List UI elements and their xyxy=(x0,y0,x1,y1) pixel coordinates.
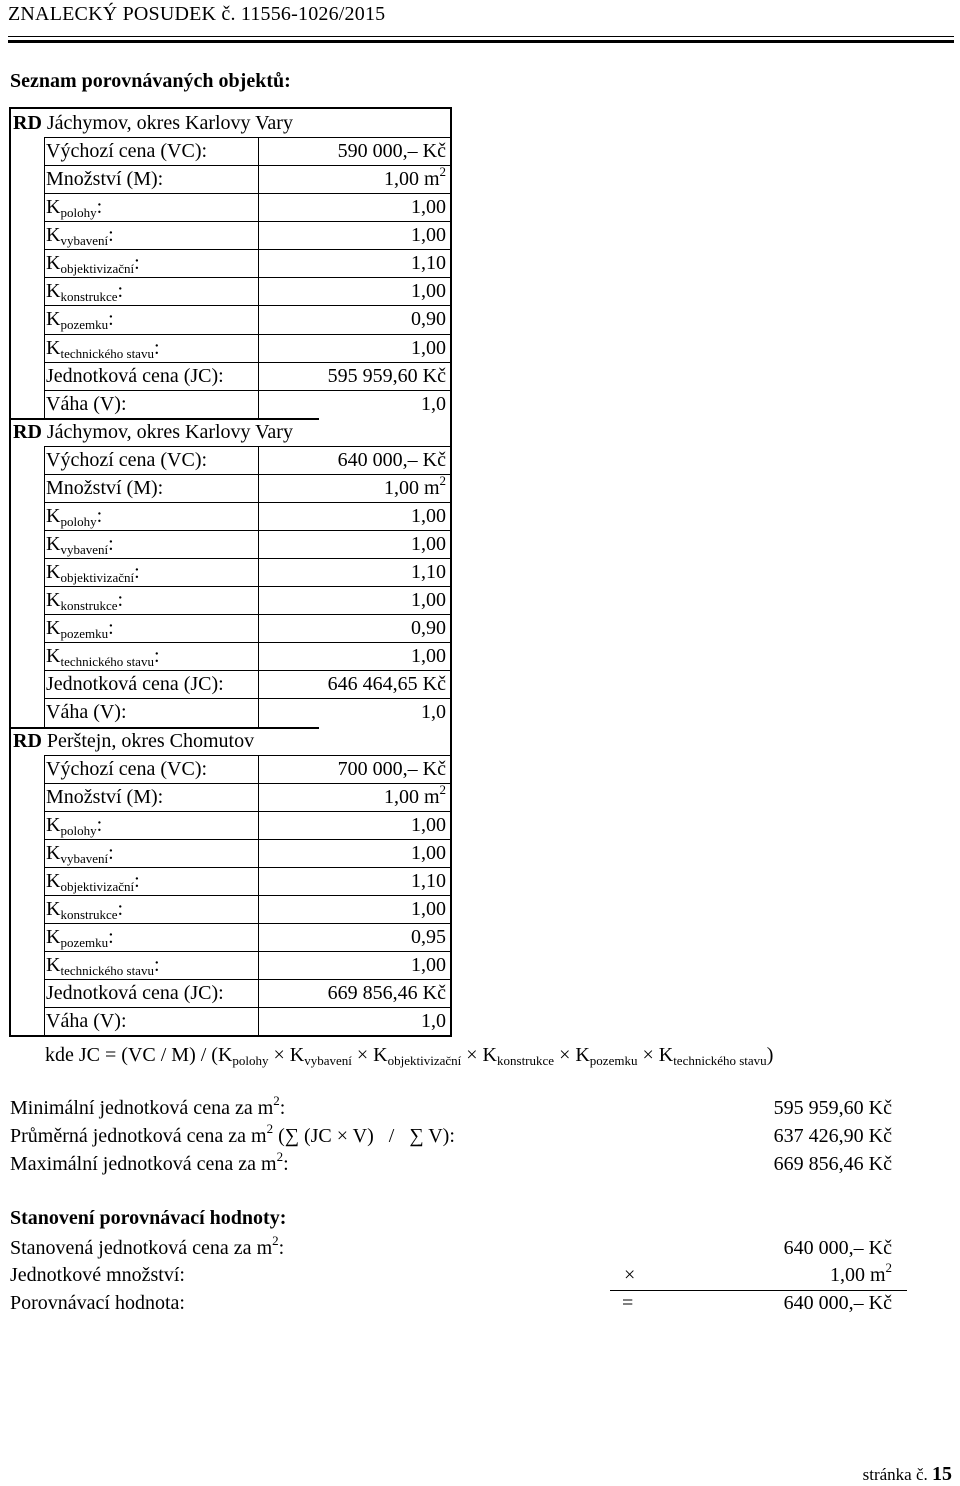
row-label: Jednotková cena (JC): xyxy=(46,673,224,696)
row-value: 1,0 xyxy=(421,392,446,415)
unit-quantity-label: Jednotkové množství: xyxy=(10,1264,185,1286)
row-value: 0,90 xyxy=(411,617,446,640)
objects-table xyxy=(9,107,452,1037)
avg-price-value: 637 426,90 Kč xyxy=(773,1125,892,1147)
row-label: $K_{pozemku}$: xyxy=(46,617,114,642)
table-row xyxy=(11,586,450,614)
object-header xyxy=(11,727,452,755)
row-label: $K_{pozemku}$: xyxy=(46,308,114,333)
object-separator xyxy=(11,418,319,420)
table-row xyxy=(11,1007,450,1035)
table-row xyxy=(11,923,450,951)
table-row xyxy=(11,783,450,811)
table-row xyxy=(11,137,450,165)
row-label: $K_{konstrukce}$: xyxy=(46,589,124,614)
page-footer: stránka č. 15 xyxy=(862,1463,952,1485)
row-label: Množství (M): xyxy=(46,476,164,499)
row-value: 1,00 xyxy=(411,504,446,527)
row-value: 1,00 xyxy=(411,954,446,977)
table-row xyxy=(11,277,450,305)
row-label: $K_{polohy}$: xyxy=(46,196,103,221)
equals-operator: = xyxy=(622,1292,634,1314)
table-row xyxy=(11,811,450,839)
row-label: $K_{polohy}$: xyxy=(46,504,103,529)
row-value: 669 856,46 Kč xyxy=(327,982,446,1005)
row-label: $K_{objektivizační}$: xyxy=(46,252,140,277)
table-row xyxy=(11,305,450,333)
row-value: 1,00 xyxy=(411,280,446,303)
row-value: 1,10 xyxy=(411,869,446,892)
formula-text: kde JC = $(VC / M) / (K_{polohy} \times K_{vybavení} \times K_{objektivizační} \times K_{konstrukce} \times K_{pozemku} \times K_{technického stavu})$ xyxy=(45,1044,774,1068)
object-name: RD Perštejn, okres Chomutov xyxy=(13,729,255,752)
row-value: 1,00 xyxy=(411,336,446,359)
row-label: $K_{konstrukce}$: xyxy=(46,897,124,922)
row-value: 1,00 xyxy=(411,224,446,247)
document-header-title: ZNALECKÝ POSUDEK č. 11556-1026/2015 xyxy=(8,3,386,25)
max-price-label: Maximální jednotková cena za $m^2$: xyxy=(10,1149,289,1175)
list-title: Seznam porovnávaných objektů: xyxy=(10,70,291,92)
unit-price-value: 640 000,– Kč xyxy=(783,1237,892,1259)
row-label: $K_{vybavení}$: xyxy=(46,224,114,249)
table-row xyxy=(11,979,450,1007)
row-value: 1,10 xyxy=(411,252,446,275)
multiply-operator: × xyxy=(624,1264,636,1286)
row-value: 1,00 xyxy=(411,813,446,836)
table-row xyxy=(11,165,450,193)
row-label: Výchozí cena (VC): xyxy=(46,140,208,163)
table-row xyxy=(11,334,450,362)
row-value: 1,00 xyxy=(411,196,446,219)
row-label: $K_{konstrukce}$: xyxy=(46,280,124,305)
header-divider xyxy=(8,36,954,37)
table-row xyxy=(11,221,450,249)
object-header xyxy=(11,418,452,446)
table-row xyxy=(11,249,450,277)
row-label: $K_{technického stavu}$: xyxy=(46,645,160,670)
row-value: 646 464,65 Kč xyxy=(327,673,446,696)
row-label: Jednotková cena (JC): xyxy=(46,982,224,1005)
row-label: Váha (V): xyxy=(46,1010,127,1033)
avg-price-label: Průměrná jednotková cena za $m^2$ (∑ (JC × V) / ∑ V): xyxy=(10,1121,455,1147)
min-price-label: Minimální jednotková cena za $m^2$: xyxy=(10,1093,286,1119)
table-row xyxy=(11,867,450,895)
row-value: 1,00 xyxy=(411,841,446,864)
object-header xyxy=(11,109,452,137)
row-label: $K_{vybavení}$: xyxy=(46,533,114,558)
row-label: Množství (M): xyxy=(46,168,164,191)
row-label: $K_{technického stavu}$: xyxy=(46,336,160,361)
row-value: 1,00 $m^2$ xyxy=(383,781,446,808)
row-value: 590 000,– Kč xyxy=(337,140,446,163)
row-value: 1,00 xyxy=(411,897,446,920)
table-row xyxy=(11,558,450,586)
table-row xyxy=(11,839,450,867)
row-value: 1,00 xyxy=(411,589,446,612)
max-price-value: 669 856,46 Kč xyxy=(773,1153,892,1175)
object-name: RD Jáchymov, okres Karlovy Vary xyxy=(13,420,293,443)
row-label: $K_{objektivizační}$: xyxy=(46,869,140,894)
table-row xyxy=(11,502,450,530)
table-row xyxy=(11,446,450,474)
row-label: Výchozí cena (VC): xyxy=(46,757,208,780)
row-label: Váha (V): xyxy=(46,392,127,415)
row-value: 1,00 xyxy=(411,645,446,668)
row-value: 1,00 xyxy=(411,533,446,556)
row-value: 1,10 xyxy=(411,561,446,584)
table-row xyxy=(11,390,450,418)
comparison-value: 640 000,– Kč xyxy=(783,1292,892,1314)
row-value: 0,90 xyxy=(411,308,446,331)
comparison-value-label: Porovnávací hodnota: xyxy=(10,1292,185,1314)
object-separator xyxy=(11,727,319,729)
header-divider-thick xyxy=(8,40,954,43)
row-value: 640 000,– Kč xyxy=(337,448,446,471)
row-label: Váha (V): xyxy=(46,701,127,724)
row-value: 1,00 $m^2$ xyxy=(383,164,446,191)
table-row xyxy=(11,951,450,979)
table-row xyxy=(11,614,450,642)
row-label: $K_{vybavení}$: xyxy=(46,841,114,866)
table-row xyxy=(11,362,450,390)
table-row xyxy=(11,193,450,221)
row-value: 1,00 $m^2$ xyxy=(383,472,446,499)
table-row xyxy=(11,755,450,783)
row-label: $K_{objektivizační}$: xyxy=(46,561,140,586)
result-divider xyxy=(610,1290,907,1291)
row-value: 700 000,– Kč xyxy=(337,757,446,780)
object-name: RD Jáchymov, okres Karlovy Vary xyxy=(13,112,293,134)
row-value: 0,95 xyxy=(411,926,446,949)
row-label: $K_{polohy}$: xyxy=(46,813,103,838)
table-row xyxy=(11,895,450,923)
unit-quantity-value: 1,00 $m^2$ xyxy=(829,1260,892,1286)
table-row xyxy=(11,474,450,502)
table-row xyxy=(11,530,450,558)
row-label: Jednotková cena (JC): xyxy=(46,364,224,387)
table-row xyxy=(11,670,450,698)
table-row xyxy=(11,642,450,670)
table-row xyxy=(11,698,450,726)
row-value: 1,0 xyxy=(421,701,446,724)
row-value: 595 959,60 Kč xyxy=(327,364,446,387)
determination-title: Stanovení porovnávací hodnoty: xyxy=(10,1207,287,1229)
min-price-value: 595 959,60 Kč xyxy=(773,1097,892,1119)
row-value: 1,0 xyxy=(421,1010,446,1033)
row-label: Množství (M): xyxy=(46,785,164,808)
row-label: $K_{pozemku}$: xyxy=(46,926,114,951)
row-label: $K_{technického stavu}$: xyxy=(46,954,160,979)
unit-price-label: Stanovená jednotková cena za $m^2$: xyxy=(10,1233,285,1259)
row-label: Výchozí cena (VC): xyxy=(46,448,208,471)
